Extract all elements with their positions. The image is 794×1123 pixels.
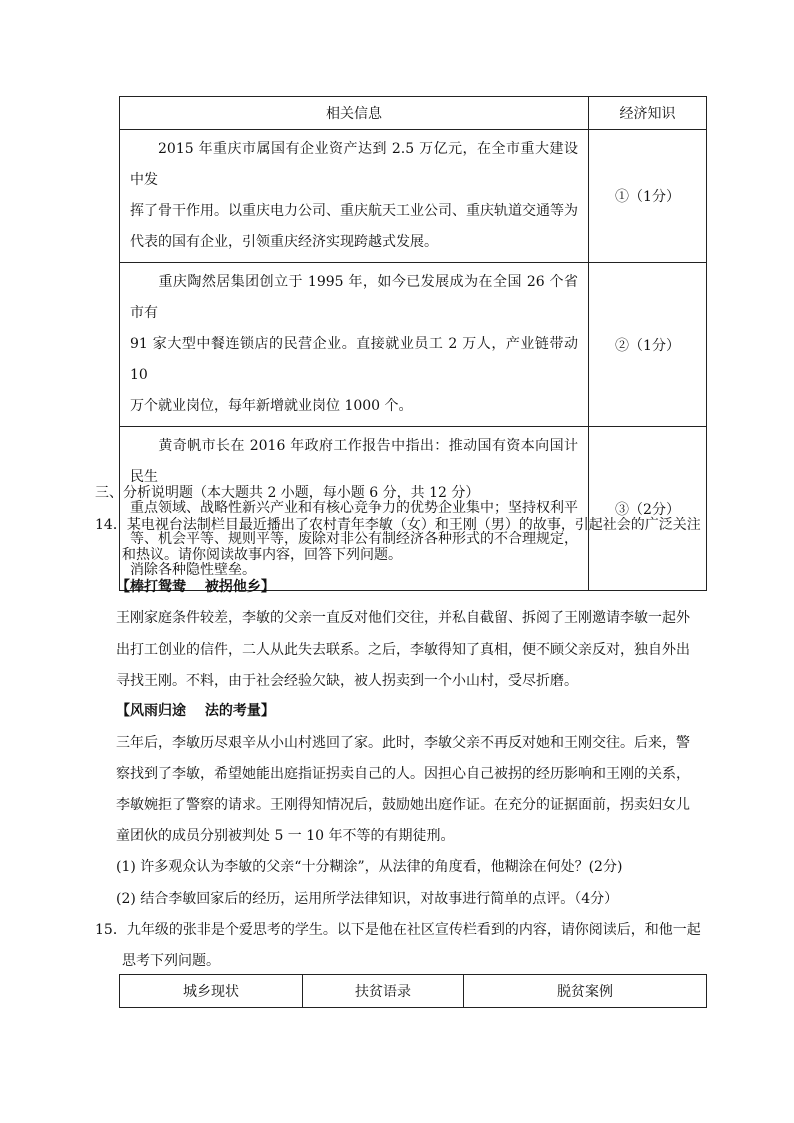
table-header-row — [120, 97, 707, 130]
question-14-text: 14．某电视台法制栏目最近播出了农村青年李敏（女）和王刚（男）的故事，引起社会的广泛关注 — [95, 517, 701, 533]
question-15-text: 15．九年级的张非是个爱思考的学生。以下是他在社区宣传栏看到的内容，请你阅读后，和他一起 — [95, 922, 701, 938]
info-cell: 2015 年重庆市属国有企业资产达到 2.5 万亿元，在全市重大建设中发 挥了骨干作用。以重庆电力公司、重庆航天工业公司、重庆轨道交通等为 代表的国有企业，引领重庆经济实现跨越式发展。 — [120, 130, 589, 263]
story-subtitle-1: 【棒打鸳鸯 被拐他乡】 — [116, 579, 275, 595]
story-paragraph: 三年后，李敏历尽艰辛从小山村逃回了家。此时，李敏父亲不再反对她和王刚交往。后来，警 — [116, 735, 690, 751]
table-row — [120, 130, 707, 263]
header-related-info: 相关信息 — [120, 97, 589, 130]
table-row — [120, 263, 707, 427]
header-urban-rural: 城乡现状 — [120, 975, 303, 1008]
story-paragraph: 童团伙的成员分别被判处 5 一 10 年不等的有期徒刑。 — [116, 828, 455, 844]
story-subtitle-2: 【风雨归途 法的考量】 — [116, 703, 275, 719]
story-paragraph: 出打工创业的信件，二人从此失去联系。之后，李敏得知了真相，便不顾父亲反对，独自外出 — [116, 642, 690, 658]
sub-question-1: (1) 许多观众认为李敏的父亲“十分糊涂”，从法律的角度看，他糊涂在何处？(2分) — [116, 859, 623, 875]
header-economic-knowledge: 经济知识 — [589, 97, 707, 130]
info-cell: 重庆陶然居集团创立于 1995 年，如今已发展成为在全国 26 个省市有 91 家大型中餐连锁店的民营企业。直接就业员工 2 万人，产业链带动 10 万个就业岗位，每年新增就业岗位 1000 个。 — [120, 263, 589, 427]
question-15-text-cont: 思考下列问题。 — [122, 953, 220, 969]
knowledge-cell: ②（1分） — [589, 263, 707, 427]
knowledge-cell: ③（2分） — [589, 427, 707, 591]
table-row — [120, 427, 707, 591]
question-14-text-cont: 和热议。请你阅读故事内容，回答下列问题。 — [122, 547, 402, 563]
table-header-row — [120, 975, 707, 1008]
section-heading: 三、分析说明题（本大题共 2 小题，每小题 6 分，共 12 分） — [95, 485, 480, 501]
poverty-table — [119, 974, 707, 1008]
sub-question-2: (2) 结合李敏回家后的经历，运用所学法律知识，对故事进行简单的点评。（4分） — [116, 891, 619, 907]
story-paragraph: 王刚家庭条件较差，李敏的父亲一直反对他们交往，并私自截留、拆阅了王刚邀请李敏一起外 — [116, 610, 690, 626]
story-paragraph: 李敏婉拒了警察的请求。王刚得知情况后，鼓励她出庭作证。在充分的证据面前，拐卖妇女儿 — [116, 797, 690, 813]
story-paragraph: 寻找王刚。不料，由于社会经验欠缺，被人拐卖到一个小山村，受尽折磨。 — [116, 673, 578, 689]
info-cell: 黄奇帆市长在 2016 年政府工作报告中指出：推动国有资本向国计民生 重点领域、战略性新兴产业和有核心竞争力的优势企业集中；坚持权利平 等、机会平等、规则平等，废除对非公有制经济各种形式的不合理规定， 消除各种隐性壁垒。 — [120, 427, 589, 591]
knowledge-cell: ①（1分） — [589, 130, 707, 263]
header-cases: 脱贫案例 — [464, 975, 707, 1008]
story-paragraph: 察找到了李敏，希望她能出庭指证拐卖自己的人。因担心自己被拐的经历影响和王刚的关系， — [116, 766, 690, 782]
header-quotes: 扶贫语录 — [303, 975, 464, 1008]
